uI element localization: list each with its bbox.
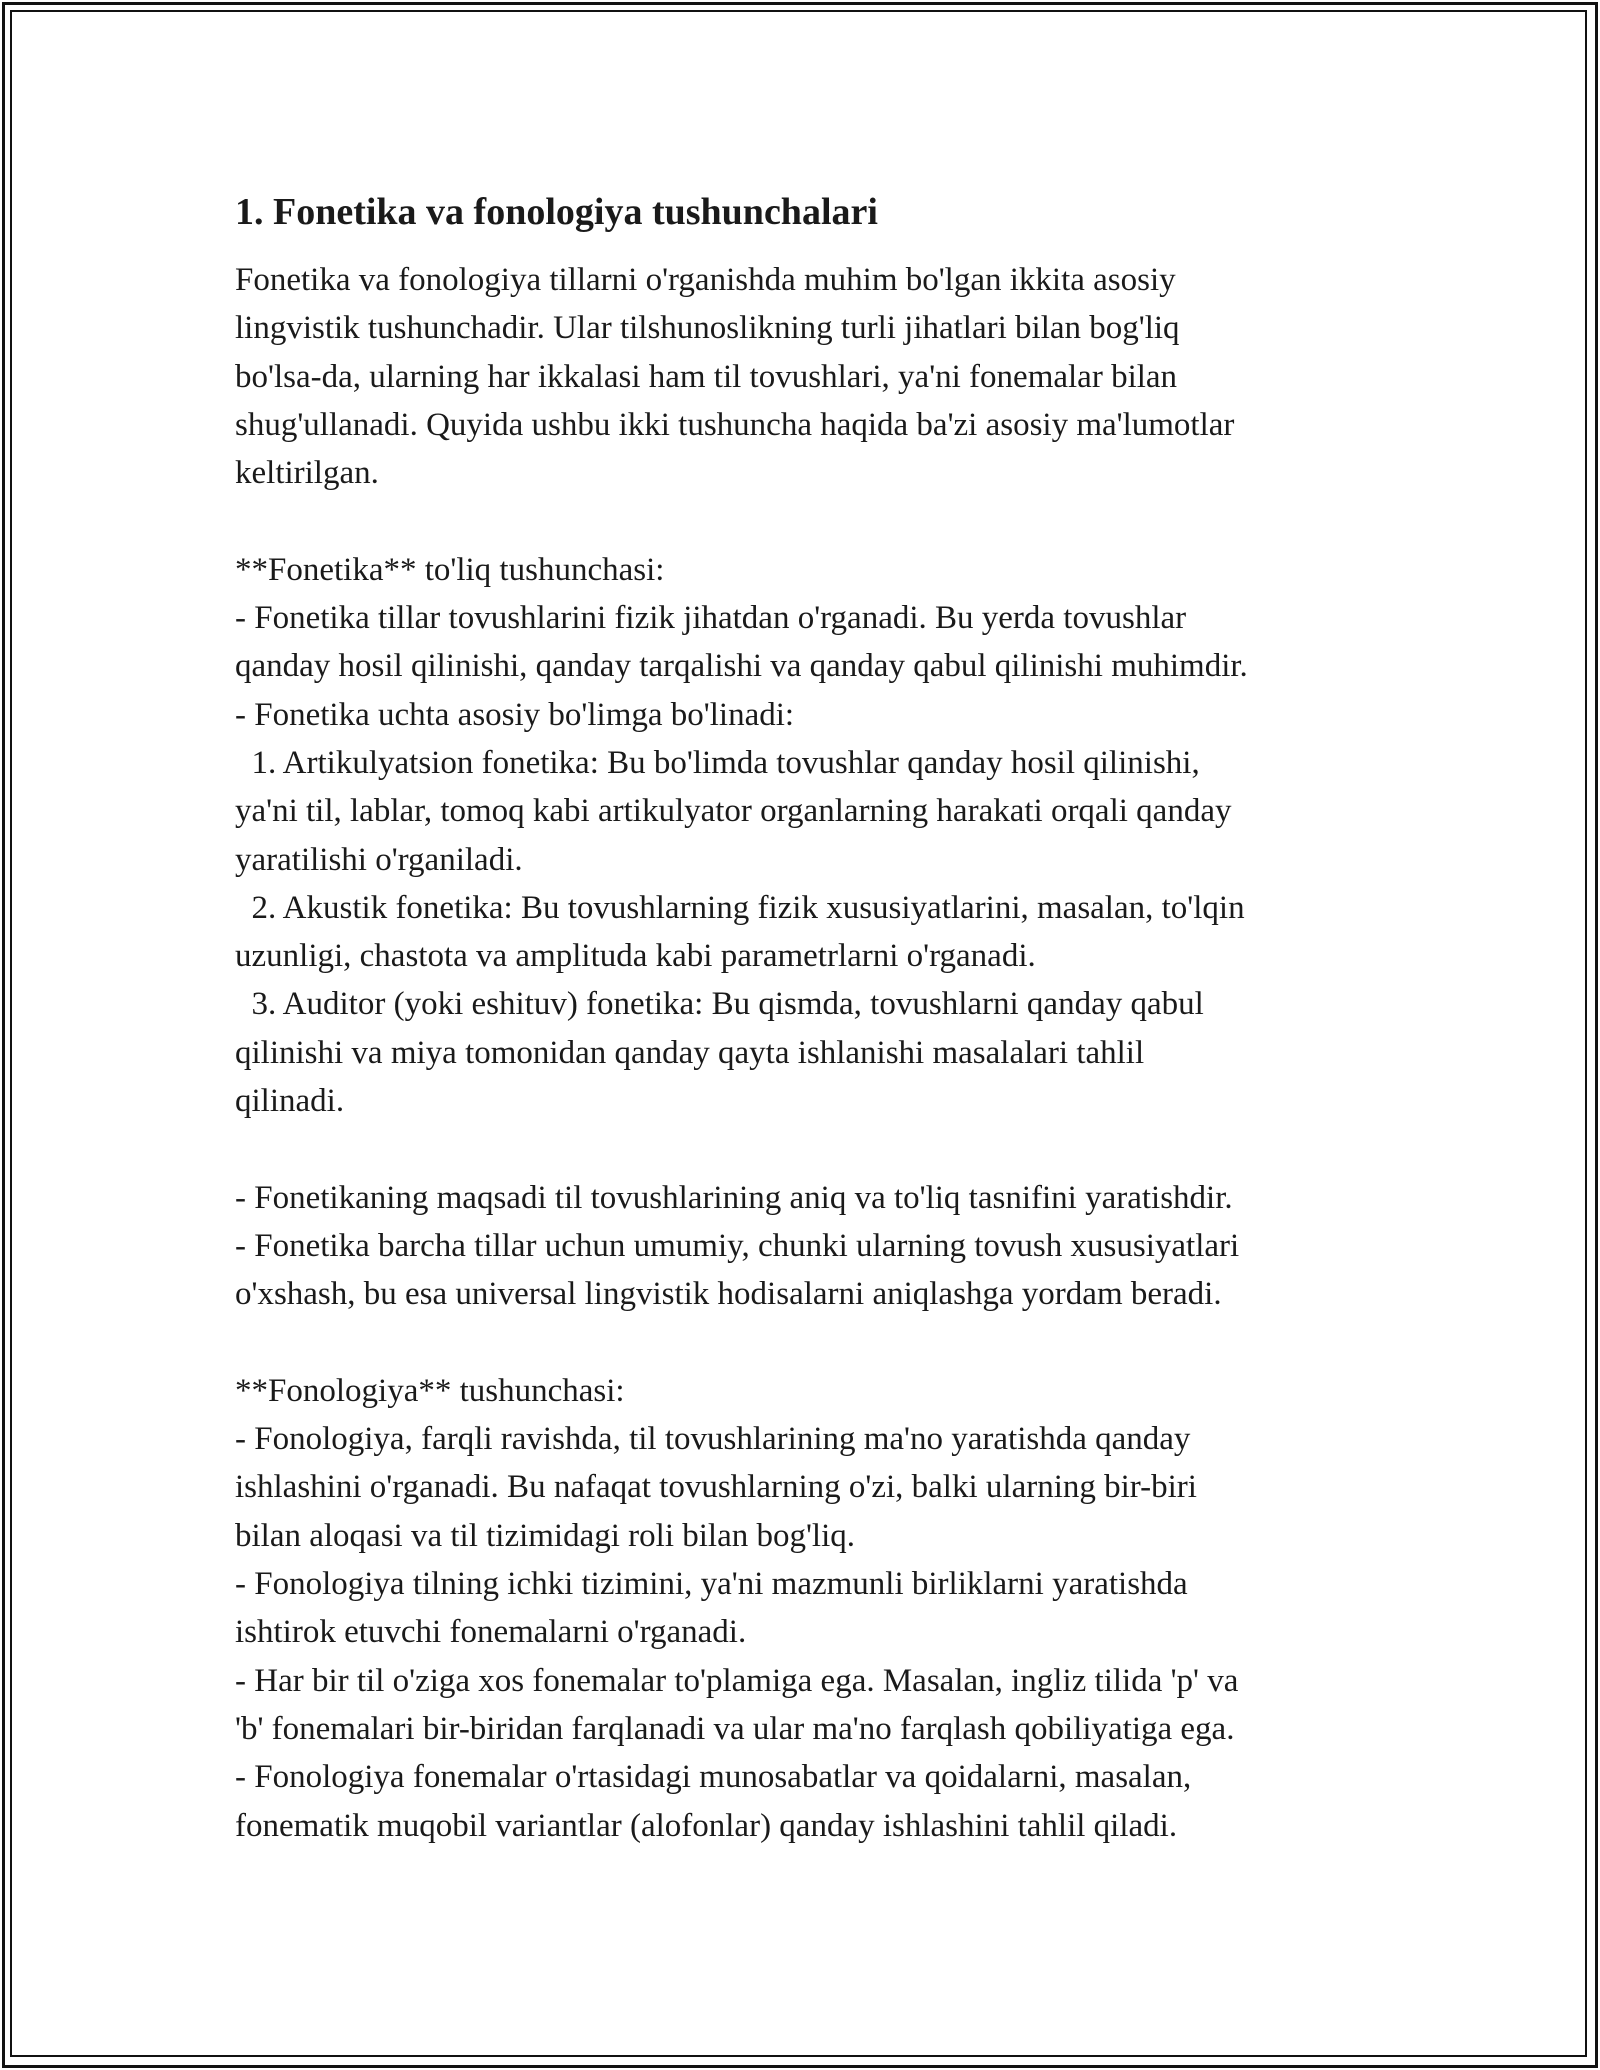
text-line: ishlashini o'rganadi. Bu nafaqat tovushlarning o'zi, balki ularning bir-biri [235,1469,1197,1506]
text-line: ya'ni til, lablar, tomoq kabi artikulyator organlarning harakati orqali qanday [235,793,1232,830]
text-line: 'b' fonemalari bir-biridan farqlanadi va ular ma'no farqlash qobiliyatiga ega. [235,1710,1235,1747]
blank-line [235,497,1380,545]
text-line: keltirilgan. [235,455,379,492]
text-line: fonematik muqobil variantlar (alofonlar) qanday ishlashini tahlil qiladi. [235,1807,1178,1844]
blank-line [235,1319,1380,1367]
text-line: bo'lsa-da, ularning har ikkalasi ham til tovushlari, ya'ni fonemalar bilan [235,358,1178,395]
text-line: ishtirok etuvchi fonemalarni o'rganadi. [235,1614,747,1651]
text-line: - Fonetika tillar tovushlarini fizik jihatdan o'rganadi. Bu yerda tovushlar [235,600,1187,637]
text-line: o'xshash, bu esa universal lingvistik hodisalarni aniqlashga yordam beradi. [235,1276,1222,1313]
text-line: - Fonologiya, farqli ravishda, til tovushlarining ma'no yaratishda qanday [235,1421,1191,1458]
text-line: bilan aloqasi va til tizimidagi roli bilan bog'liq. [235,1517,856,1554]
text-line: **Fonologiya** tushunchasi: [235,1372,625,1409]
text-line: qilinadi. [235,1083,345,1120]
text-line: uzunligi, chastota va amplituda kabi parametrlarni o'rganadi. [235,938,1036,975]
document-body [235,186,1380,1850]
text-line: yaratilishi o'rganiladi. [235,841,523,878]
text-line: Fonetika va fonologiya tillarni o'rganishda muhim bo'lgan ikkita asosiy [235,262,1176,298]
section-heading: 1. Fonetika va fonologiya tushunchalari [235,191,878,233]
text-line: - Fonetikaning maqsadi til tovushlarining aniq va to'liq tasnifini yaratishdir. [235,1179,1233,1216]
text-line: - Fonologiya fonemalar o'rtasidagi munosabatlar va qoidalarni, masalan, [235,1759,1192,1796]
text-line: qanday hosil qilinishi, qanday tarqalishi va qanday qabul qilinishi muhimdir. [235,648,1248,685]
text-line: 2. Akustik fonetika: Bu tovushlarning fizik xususiyatlarini, masalan, to'lqin [235,889,1245,926]
text-line: 1. Artikulyatsion fonetika: Bu bo'limda tovushlar qanday hosil qilinishi, [235,744,1200,781]
text-line: - Fonetika uchta asosiy bo'limga bo'linadi: [235,696,795,733]
text-line: shug'ullanadi. Quyida ushbu ikki tushuncha haqida ba'zi asosiy ma'lumotlar [235,406,1235,443]
text-block [235,256,1380,1850]
text-line: - Har bir til o'ziga xos fonemalar to'plamiga ega. Masalan, ingliz tilida 'p' va [235,1662,1239,1699]
text-line: - Fonologiya tilning ichki tizimini, ya'ni mazmunli birliklarni yaratishda [235,1566,1188,1603]
text-line: - Fonetika barcha tillar uchun umumiy, chunki ularning tovush xususiyatlari [235,1227,1240,1264]
text-line: qilinishi va miya tomonidan qanday qayta ishlanishi masalalari tahlil [235,1034,1145,1071]
text-line: **Fonetika** to'liq tushunchasi: [235,551,665,588]
blank-line [235,1125,1380,1173]
text-line: 3. Auditor (yoki eshituv) fonetika: Bu qismda, tovushlarni qanday qabul [235,986,1204,1023]
text-line: lingvistik tushunchadir. Ular tilshunoslikning turli jihatlari bilan bog'liq [235,310,1180,347]
